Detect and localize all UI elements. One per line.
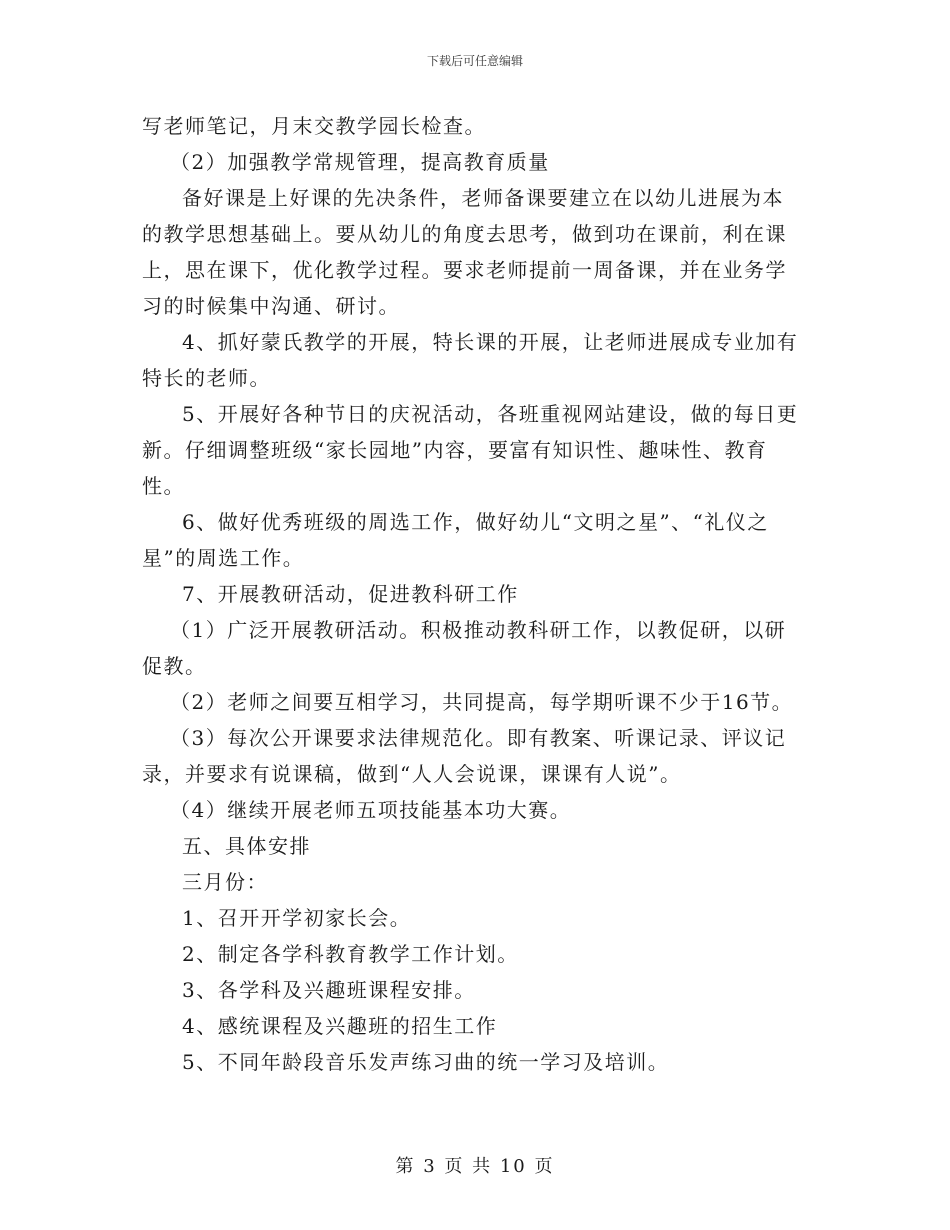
text-line: 的教学思想基础上。要从幼儿的角度去思考，做到功在课前，利在课 [142, 222, 787, 246]
text-line: 2、制定各学科教育教学工作计划。 [182, 942, 519, 966]
text-line: （2）加强教学常规管理，提高教育质量 [170, 150, 550, 174]
text-line: 五、具体安排 [182, 834, 311, 858]
text-line: 上，思在课下，优化教学过程。要求老师提前一周备课，并在业务学 [142, 258, 787, 282]
text-line: 特长的老师。 [142, 366, 271, 390]
text-line: 7、开展教研活动，促进教科研工作 [182, 582, 519, 606]
page-footer: 第 3 页 共 10 页 [395, 1156, 555, 1177]
text-line: 1、召开开学初家长会。 [182, 906, 412, 930]
text-line: 4、感统课程及兴趣班的招生工作 [182, 1014, 498, 1038]
text-line: 写老师笔记，月末交教学园长检查。 [142, 114, 486, 138]
text-line: （1）广泛开展教研活动。积极推动教科研工作，以教促研，以研 [170, 618, 787, 642]
text-line: 促教。 [142, 654, 207, 678]
document-body [142, 108, 810, 1080]
text-line: 5、开展好各种节日的庆祝活动，各班重视网站建设，做的每日更 [182, 402, 799, 426]
text-line: （4）继续开展老师五项技能基本功大赛。 [170, 798, 572, 822]
text-line: 4、抓好蒙氏教学的开展，特长课的开展，让老师进展成专业加有 [182, 330, 799, 354]
text-line: 6、做好优秀班级的周选工作，做好幼儿“文明之星”、“礼仪之 [182, 510, 769, 534]
text-line: 习的时候集中沟通、研讨。 [142, 294, 400, 318]
text-line: 备好课是上好课的先决条件，老师备课要建立在以幼儿进展为本 [182, 186, 784, 210]
text-line: （2）老师之间要互相学习，共同提高，每学期听课不少于16节。 [170, 690, 794, 714]
text-line: 录，并要求有说课稿，做到“人人会说课，课课有人说”。 [142, 762, 682, 786]
text-line: 3、各学科及兴趣班课程安排。 [182, 978, 476, 1002]
page-header: 下载后可任意编辑 [426, 54, 523, 68]
text-line: 5、不同年龄段音乐发声练习曲的统一学习及培训。 [182, 1050, 670, 1074]
text-line: 星”的周选工作。 [142, 546, 305, 570]
text-line: （3）每次公开课要求法律规范化。即有教案、听课记录、评议记 [170, 726, 787, 750]
text-line: 性。 [142, 474, 185, 498]
text-line: 三月份： [182, 870, 268, 894]
text-line: 新。仔细调整班级“家长园地”内容，要富有知识性、趣味性、教育 [142, 438, 768, 462]
